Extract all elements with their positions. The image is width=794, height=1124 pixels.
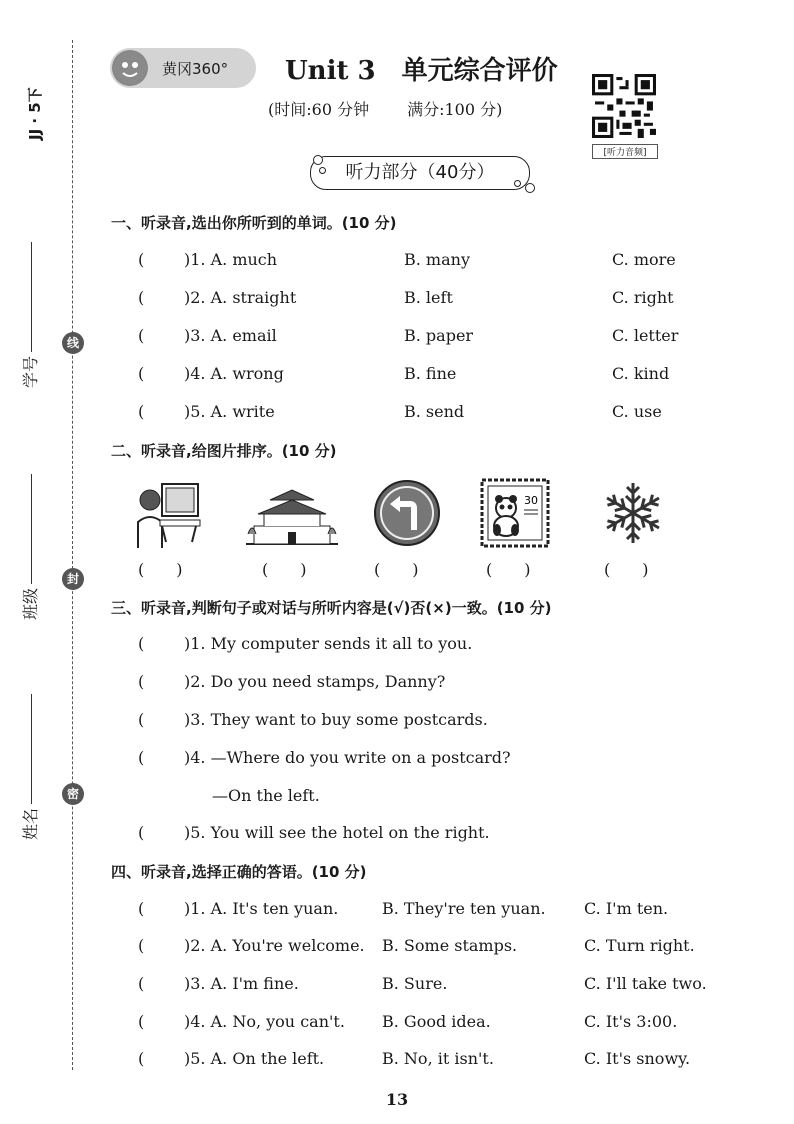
name-field: [18, 694, 41, 840]
answer-blank[interactable]: (: [138, 288, 145, 307]
option-a: )2. A. straight: [184, 288, 297, 307]
option-a: )2. A. You're welcome.: [184, 936, 365, 955]
snowflake-icon: [598, 478, 668, 548]
question-row: [138, 974, 738, 996]
answer-blank[interactable]: (: [138, 936, 145, 955]
binding-dashed-line: [72, 40, 73, 1070]
option-c: C. kind: [612, 364, 670, 383]
part2-heading: 二、听录音,给图片排序。(10 分): [111, 442, 337, 460]
answer-blank[interactable]: (: [138, 672, 145, 691]
answer-blank[interactable]: (: [138, 634, 145, 653]
part3-heading: 三、听录音,判断句子或对话与所听内容是(√)否(×)一致。(10 分): [111, 599, 552, 617]
listening-section-label: 听力部分（40分）: [345, 162, 495, 183]
picture-answer-blank-5[interactable]: ( ): [604, 560, 649, 579]
turn-left-sign-icon: [372, 478, 442, 548]
dialogue-reply: [138, 786, 738, 808]
brand-badge: [110, 48, 256, 88]
qr-code-icon[interactable]: [592, 74, 656, 138]
question-row: [138, 402, 738, 424]
option-a: )4. A. No, you can't.: [184, 1012, 345, 1031]
answer-blank[interactable]: (: [138, 402, 145, 421]
option-c: C. I'll take two.: [584, 974, 707, 993]
part1-heading: 一、听录音,选出你所听到的单词。(10 分): [111, 214, 397, 232]
statement-text: )4. —Where do you write on a postcard?: [184, 748, 511, 767]
option-b: B. Good idea.: [382, 1012, 491, 1031]
option-a: )5. A. write: [184, 402, 275, 421]
statement-text: )1. My computer sends it all to you.: [184, 634, 473, 653]
option-b: B. paper: [404, 326, 474, 345]
option-b: B. many: [404, 250, 470, 269]
exam-score: 满分:100 分): [407, 100, 503, 119]
statement-text: )2. Do you need stamps, Danny?: [184, 672, 446, 691]
book-code: JJ · 5下: [26, 87, 44, 140]
option-b: B. left: [404, 288, 453, 307]
statement-row: [138, 748, 738, 770]
option-a: )4. A. wrong: [184, 364, 284, 383]
option-a: )3. A. I'm fine.: [184, 974, 299, 993]
seal-secret-mark: 密: [62, 783, 84, 805]
picture-answer-blank-2[interactable]: ( ): [262, 560, 307, 579]
option-c: C. It's snowy.: [584, 1049, 691, 1068]
answer-blank[interactable]: (: [138, 899, 145, 918]
part4-heading: 四、听录音,选择正确的答语。(10 分): [111, 863, 367, 881]
question-row: [138, 936, 738, 958]
picture-answer-blank-3[interactable]: ( ): [374, 560, 419, 579]
listening-section-title: [310, 156, 530, 190]
option-a: )3. A. email: [184, 326, 277, 345]
computer-user-icon: [132, 478, 202, 548]
question-row: [138, 364, 738, 386]
option-b: B. Sure.: [382, 974, 448, 993]
answer-blank[interactable]: (: [138, 326, 145, 345]
answer-blank[interactable]: (: [138, 974, 145, 993]
exam-time: (时间:60 分钟: [268, 100, 370, 119]
exam-info: [268, 97, 540, 120]
statement-row: [138, 634, 738, 656]
answer-blank[interactable]: (: [138, 364, 145, 383]
student-id-field: [18, 242, 41, 388]
answer-blank[interactable]: (: [138, 250, 145, 269]
option-a: )1. A. much: [184, 250, 278, 269]
option-b: B. send: [404, 402, 465, 421]
statement-row: [138, 672, 738, 694]
mascot-icon: [112, 50, 148, 86]
panda-stamp-icon: [480, 478, 550, 548]
option-a: )1. A. It's ten yuan.: [184, 899, 339, 918]
answer-blank[interactable]: (: [138, 748, 145, 767]
statement-row: [138, 710, 738, 732]
question-row: [138, 326, 738, 348]
tiananmen-icon: [244, 478, 340, 548]
option-b: B. They're ten yuan.: [382, 899, 546, 918]
option-c: C. right: [612, 288, 674, 307]
picture-answer-blank-4[interactable]: ( ): [486, 560, 531, 579]
question-row: [138, 1049, 738, 1071]
seal-line-mark: 线: [62, 332, 84, 354]
answer-blank[interactable]: (: [138, 1049, 145, 1068]
question-row: [138, 288, 738, 310]
answer-blank[interactable]: (: [138, 710, 145, 729]
option-c: C. Turn right.: [584, 936, 695, 955]
brand-name: 黄冈360°: [162, 60, 229, 78]
option-c: C. It's 3:00.: [584, 1012, 678, 1031]
statement-text: )5. You will see the hotel on the right.: [184, 823, 490, 842]
picture-answer-blank-1[interactable]: ( ): [138, 560, 183, 579]
statement-text: )3. They want to buy some postcards.: [184, 710, 488, 729]
qr-caption: [听力音频]: [592, 144, 658, 159]
question-row: [138, 250, 738, 272]
student-id-label: 学号: [21, 355, 40, 388]
question-row: [138, 899, 738, 921]
name-label: 姓名: [21, 807, 40, 840]
option-b: B. fine: [404, 364, 457, 383]
statement-row: [138, 823, 738, 845]
class-label: 班级: [21, 587, 40, 620]
option-c: C. letter: [612, 326, 679, 345]
option-c: C. more: [612, 250, 676, 269]
stamp-value: 30: [524, 494, 538, 507]
seal-seal-mark: 封: [62, 568, 84, 590]
option-b: B. Some stamps.: [382, 936, 518, 955]
option-b: B. No, it isn't.: [382, 1049, 494, 1068]
option-a: )5. A. On the left.: [184, 1049, 325, 1068]
question-row: [138, 1012, 738, 1034]
statement-text: —On the left.: [212, 786, 320, 805]
option-c: C. use: [612, 402, 662, 421]
answer-blank[interactable]: (: [138, 823, 145, 842]
page-title: Unit 3 单元综合评价: [285, 56, 558, 86]
answer-blank[interactable]: (: [138, 1012, 145, 1031]
option-c: C. I'm ten.: [584, 899, 669, 918]
class-field: [18, 474, 41, 620]
page-number: 13: [385, 1090, 409, 1109]
